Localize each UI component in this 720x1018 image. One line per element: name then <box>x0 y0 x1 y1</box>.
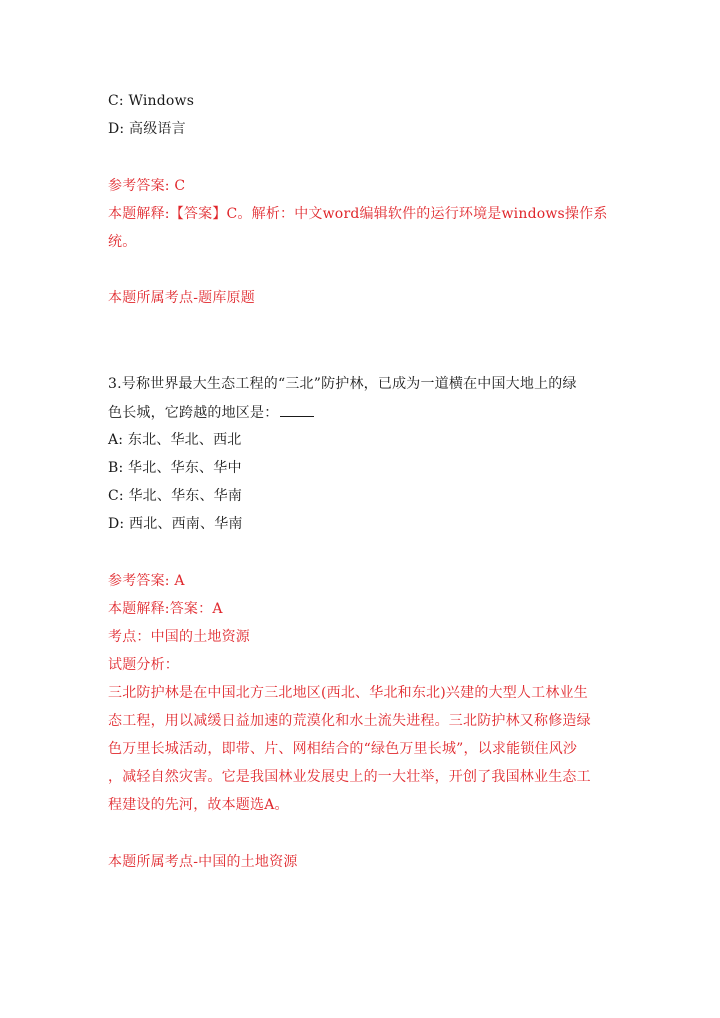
q2-explanation-line-2: 统。 <box>108 234 137 250</box>
q3-analysis-line-2: 态工程，用以减缓日益加速的荒漠化和水土流失进程。三北防护林又称修造绿 <box>108 713 591 729</box>
q3-question-text: 色长城，它跨越的地区是： <box>108 405 279 421</box>
q3-analysis-line-5: 程建设的先河，故本题选A。 <box>108 797 289 813</box>
q3-analysis-line-4: ，减轻自然灾害。它是我国林业发展史上的一大壮举，开创了我国林业生态工 <box>108 769 591 785</box>
q3-topic: 本题所属考点-中国的土地资源 <box>108 854 298 870</box>
q3-knowledge-point: 考点：中国的土地资源 <box>108 629 250 645</box>
q3-option-c: C: 华北、华东、华南 <box>108 488 243 504</box>
q2-explanation-line-1: 本题解释:【答案】C。解析：中文word编辑软件的运行环境是windows操作系 <box>108 206 608 222</box>
q3-analysis-line-1: 三北防护林是在中国北方三北地区(西北、华北和东北)兴建的大型人工林业生 <box>108 685 588 701</box>
q3-option-d: D: 西北、西南、华南 <box>108 516 243 532</box>
q3-question-line-1: 3.号称世界最大生态工程的“三北”防护林，已成为一道横在中国大地上的绿 <box>108 376 577 392</box>
q3-analysis-line-3: 色万里长城活动，即带、片、网相结合的“绿色万里长城”，以求能锁住风沙 <box>108 741 578 757</box>
q2-answer: 参考答案: C <box>108 178 186 194</box>
q3-question-line-2 <box>108 402 618 423</box>
q2-option-c: C: Windows <box>108 93 195 109</box>
answer-blank <box>280 402 314 417</box>
q3-option-a: A: 东北、华北、西北 <box>108 432 242 448</box>
q3-option-b: B: 华北、华东、华中 <box>108 460 242 476</box>
q3-answer: 参考答案: A <box>108 573 185 589</box>
q2-option-d: D: 高级语言 <box>108 121 186 137</box>
q3-explanation: 本题解释:答案：A <box>108 601 223 617</box>
q3-analysis-title: 试题分析： <box>108 657 179 673</box>
q2-topic: 本题所属考点-题库原题 <box>108 290 255 306</box>
